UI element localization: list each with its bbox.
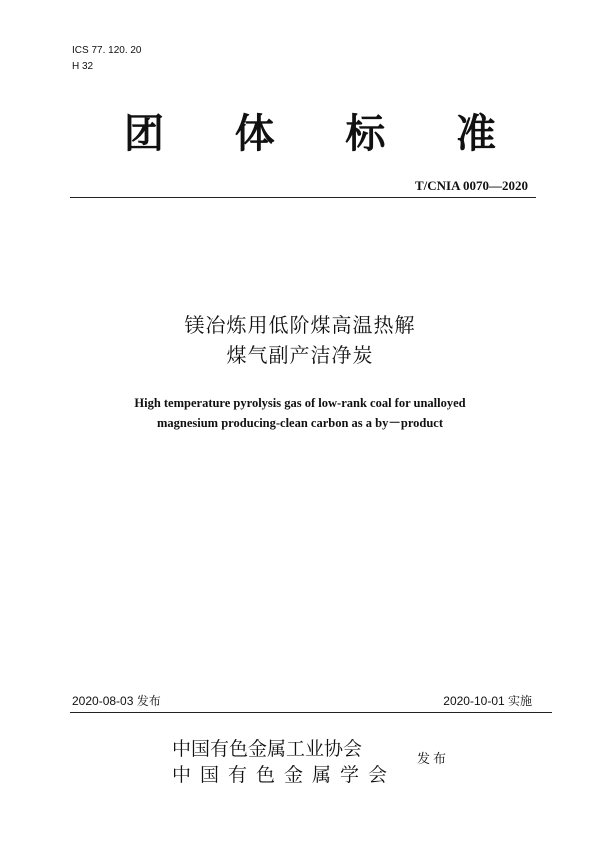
standard-type-title — [120, 110, 500, 158]
english-title — [0, 393, 600, 433]
issuer-org-1: 中国有色金属工业协会 — [172, 738, 363, 760]
english-title-line-2: magnesium producing-clean carbon as a by－product — [156, 416, 444, 430]
standard-code: T/CNIA 0070—2020 — [414, 178, 528, 193]
standard-type-char: 体 — [234, 111, 275, 157]
chinese-title-line-2: 煤气副产洁净炭 — [226, 343, 374, 367]
issuer-org-2: 中国有色金属学会 — [172, 764, 397, 786]
chinese-title — [0, 310, 600, 370]
implement-date: 2020-10-01 实施 — [443, 694, 532, 708]
publish-date: 2020-08-03 发布 — [72, 694, 161, 708]
chinese-title-line-1: 镁冶炼用低阶煤高温热解 — [184, 313, 416, 337]
ics-code: ICS 77. 120. 20 — [72, 45, 142, 56]
bottom-divider — [70, 712, 552, 713]
issuer-organizations — [172, 736, 396, 788]
issue-label: 发布 — [417, 752, 450, 767]
english-title-line-1: High temperature pyrolysis gas of low-rank coal for unalloyed — [134, 396, 466, 410]
standard-type-char: 团 — [124, 111, 164, 157]
standard-type-char: 准 — [455, 111, 496, 157]
standard-type-char: 标 — [345, 111, 386, 157]
ccs-code: H 32 — [72, 61, 94, 72]
top-divider — [70, 197, 536, 198]
